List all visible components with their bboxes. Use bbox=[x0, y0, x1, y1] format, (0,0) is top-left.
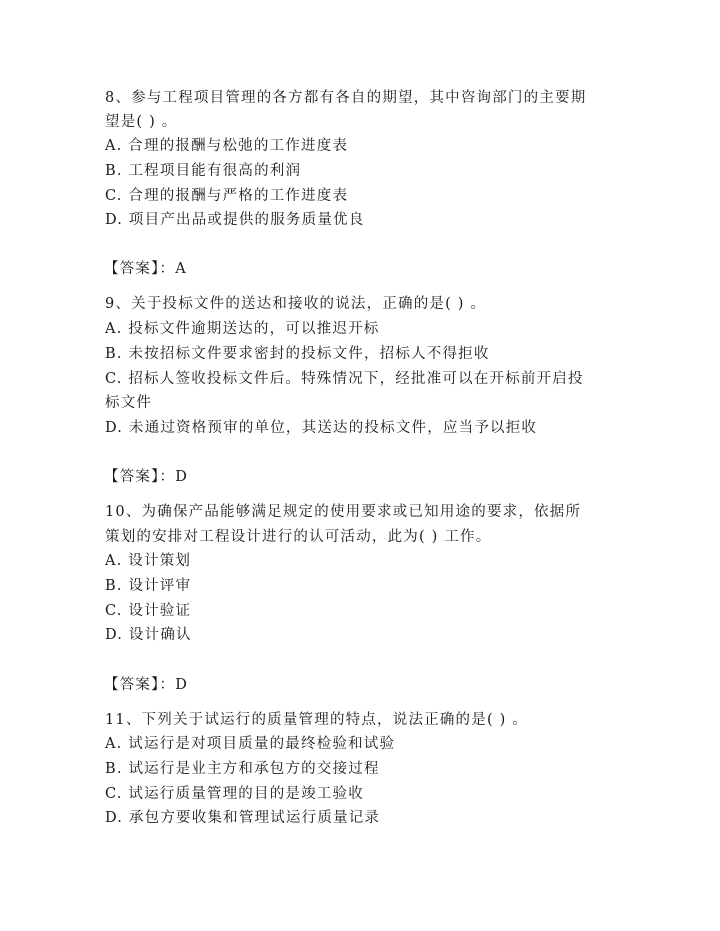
question-8-stem-line-1: 8、参与工程项目管理的各方都有各自的期望，其中咨询部门的主要期 bbox=[105, 90, 587, 106]
question-9-option-d: D. 未通过资格预审的单位，其送达的投标文件，应当予以拒收 bbox=[105, 420, 538, 436]
question-10-answer: 【答案】：D bbox=[104, 677, 189, 693]
question-10-option-b: B. 设计评审 bbox=[105, 578, 192, 594]
question-10-stem-line-2: 策划的安排对工程设计进行的认可活动，此为( ) 工作。 bbox=[105, 529, 492, 545]
question-10-option-c: C. 设计验证 bbox=[105, 603, 192, 619]
question-9-answer: 【答案】：D bbox=[104, 469, 189, 485]
question-9-option-c: C. 招标人签收投标文件后。特殊情况下，经批准可以在开标前开启投 bbox=[105, 371, 584, 387]
question-8-option-d: D. 项目产出品或提供的服务质量优良 bbox=[105, 212, 365, 228]
question-11-option-d: D. 承包方要收集和管理试运行质量记录 bbox=[105, 810, 381, 826]
question-8-option-a: A. 合理的报酬与松弛的工作进度表 bbox=[105, 138, 349, 154]
question-9-option-c-continued: 标文件 bbox=[105, 395, 153, 411]
question-10-option-d: D. 设计确认 bbox=[105, 627, 192, 643]
question-9-option-a: A. 投标文件逾期送达的，可以推迟开标 bbox=[105, 321, 380, 337]
question-8-stem-line-2: 望是( ) 。 bbox=[105, 114, 178, 130]
question-9-option-b: B. 未按招标文件要求密封的投标文件，招标人不得拒收 bbox=[105, 346, 490, 362]
question-11-option-b: B. 试运行是业主方和承包方的交接过程 bbox=[105, 761, 380, 777]
question-8-answer: 【答案】：A bbox=[104, 261, 187, 277]
question-11-stem-line-1: 11、下列关于试运行的质量管理的特点，说法正确的是( ) 。 bbox=[105, 712, 528, 728]
question-10-stem-line-1: 10、为确保产品能够满足规定的使用要求或已知用途的要求，依据所 bbox=[105, 504, 582, 520]
question-11-option-c: C. 试运行质量管理的目的是竣工验收 bbox=[105, 786, 364, 802]
question-8-option-b: B. 工程项目能有很高的利润 bbox=[105, 163, 302, 179]
question-10-option-a: A. 设计策划 bbox=[105, 553, 192, 569]
question-8-option-c: C. 合理的报酬与严格的工作进度表 bbox=[105, 188, 349, 204]
question-9-stem-line-1: 9、关于投标文件的送达和接收的说法，正确的是( ) 。 bbox=[105, 296, 487, 312]
question-11-option-a: A. 试运行是对项目质量的最终检验和试验 bbox=[105, 736, 396, 752]
